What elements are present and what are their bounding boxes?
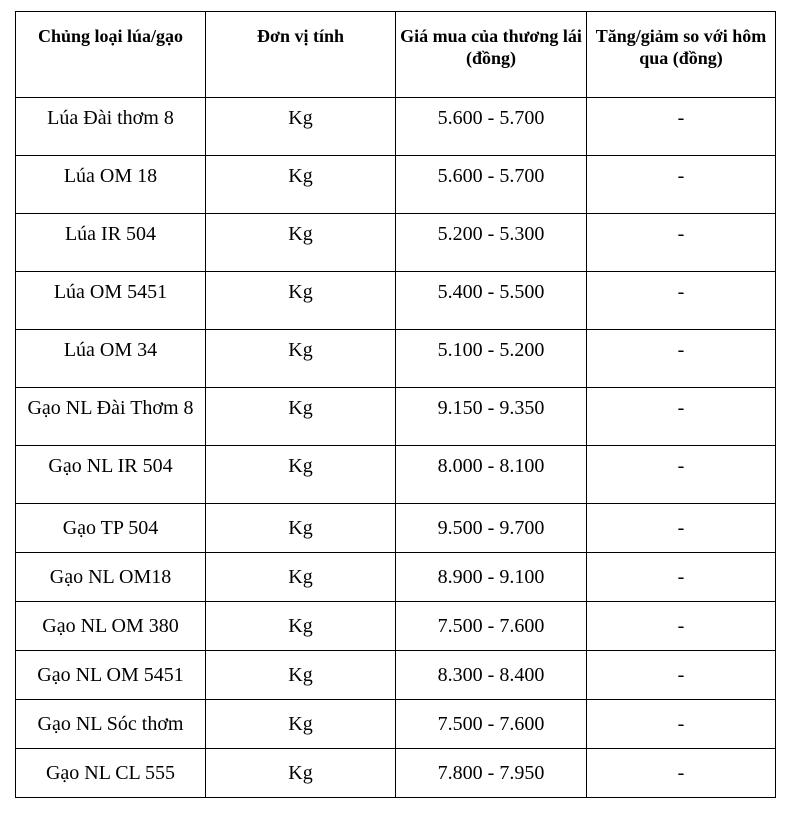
table-row [16,553,776,602]
rice-price-table [15,11,776,798]
table-row [16,330,776,388]
cell-price: 8.300 - 8.400 [396,651,587,700]
cell-variety: Lúa Đài thơm 8 [16,98,206,156]
cell-price: 5.600 - 5.700 [396,156,587,214]
table-row [16,504,776,553]
cell-variety: Gạo NL CL 555 [16,749,206,798]
cell-price: 8.000 - 8.100 [396,446,587,504]
table-row [16,272,776,330]
cell-price: 5.600 - 5.700 [396,98,587,156]
cell-price: 5.400 - 5.500 [396,272,587,330]
cell-unit: Kg [206,700,396,749]
cell-change: - [587,602,776,651]
header-change: Tăng/giảm so với hôm qua (đồng) [587,12,776,98]
cell-price: 7.500 - 7.600 [396,700,587,749]
header-variety: Chủng loại lúa/gạo [16,12,206,98]
cell-price: 9.150 - 9.350 [396,388,587,446]
cell-variety: Gạo TP 504 [16,504,206,553]
cell-variety: Lúa OM 18 [16,156,206,214]
cell-change: - [587,156,776,214]
cell-variety: Gạo NL OM18 [16,553,206,602]
cell-change: - [587,446,776,504]
cell-variety: Lúa OM 5451 [16,272,206,330]
cell-unit: Kg [206,504,396,553]
cell-unit: Kg [206,602,396,651]
cell-unit: Kg [206,651,396,700]
header-buy-price: Giá mua của thương lái (đồng) [396,12,587,98]
header-unit: Đơn vị tính [206,12,396,98]
cell-unit: Kg [206,330,396,388]
cell-unit: Kg [206,749,396,798]
cell-change: - [587,98,776,156]
table-row [16,602,776,651]
cell-variety: Lúa OM 34 [16,330,206,388]
cell-unit: Kg [206,272,396,330]
cell-unit: Kg [206,553,396,602]
cell-change: - [587,214,776,272]
cell-price: 8.900 - 9.100 [396,553,587,602]
cell-change: - [587,700,776,749]
cell-change: - [587,504,776,553]
cell-variety: Gạo NL Sóc thơm [16,700,206,749]
cell-unit: Kg [206,214,396,272]
table-row [16,388,776,446]
table-row [16,651,776,700]
cell-variety: Gạo NL OM 380 [16,602,206,651]
cell-unit: Kg [206,98,396,156]
cell-price: 9.500 - 9.700 [396,504,587,553]
table-row [16,700,776,749]
table-row [16,214,776,272]
cell-change: - [587,651,776,700]
table-row [16,749,776,798]
cell-price: 7.800 - 7.950 [396,749,587,798]
cell-unit: Kg [206,156,396,214]
table-row [16,446,776,504]
cell-variety: Lúa IR 504 [16,214,206,272]
cell-price: 7.500 - 7.600 [396,602,587,651]
table-header-row [16,12,776,98]
cell-change: - [587,330,776,388]
cell-unit: Kg [206,388,396,446]
cell-variety: Gạo NL Đài Thơm 8 [16,388,206,446]
cell-change: - [587,553,776,602]
cell-change: - [587,272,776,330]
cell-price: 5.200 - 5.300 [396,214,587,272]
cell-unit: Kg [206,446,396,504]
table-row [16,156,776,214]
cell-variety: Gạo NL IR 504 [16,446,206,504]
table-row [16,98,776,156]
cell-variety: Gạo NL OM 5451 [16,651,206,700]
cell-change: - [587,388,776,446]
cell-change: - [587,749,776,798]
cell-price: 5.100 - 5.200 [396,330,587,388]
